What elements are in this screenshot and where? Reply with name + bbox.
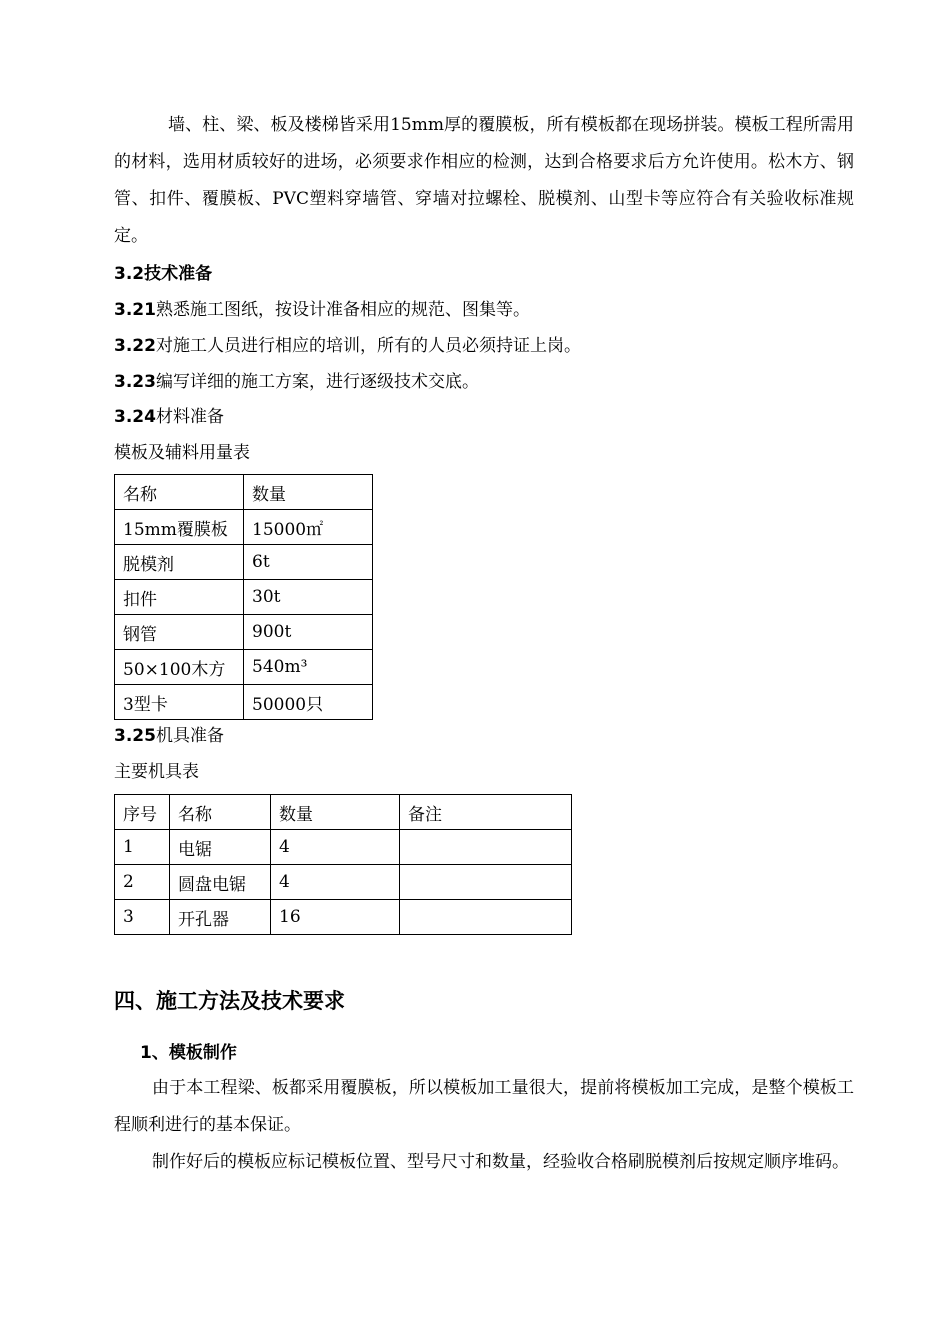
section-number: 3.23 bbox=[114, 372, 156, 392]
table-cell: 钢管 bbox=[115, 615, 244, 650]
section-3-2-heading bbox=[114, 262, 212, 286]
table-cell: 3 bbox=[115, 900, 170, 935]
table-cell bbox=[400, 830, 572, 865]
table-cell: 脱模剂 bbox=[115, 545, 244, 580]
table-cell: 4 bbox=[271, 830, 400, 865]
table-cell: 4 bbox=[271, 865, 400, 900]
section-text: 编写详细的施工方案，进行逐级技术交底。 bbox=[155, 372, 479, 392]
table-cell: 3型卡 bbox=[115, 685, 244, 720]
table-cell: 50000只 bbox=[244, 685, 373, 720]
table-cell: 540m³ bbox=[244, 650, 373, 685]
section-3-21 bbox=[114, 298, 530, 322]
machines-table-caption: 主要机具表 bbox=[114, 762, 199, 782]
section-number: 3.24 bbox=[114, 407, 156, 427]
section-number: 3.22 bbox=[114, 336, 156, 356]
intro-paragraph: 墙、柱、梁、板及楼梯皆采用15mm厚的覆膜板，所有模板都在现场拼装。模板工程所需用的材料，选用材质较好的进场，必须要求作相应的检测，达到合格要求后方允许使用。松木方、钢管、扣件、覆膜板、PVC塑料穿墙管、穿墙对拉螺栓、脱模剂、山型卡等应符合有关验收标准规定。 bbox=[114, 115, 854, 246]
table-cell: 圆盘电锯 bbox=[170, 865, 271, 900]
section-3-22 bbox=[114, 334, 581, 358]
table-row bbox=[115, 510, 373, 545]
table-header-cell: 备注 bbox=[400, 795, 572, 830]
table-cell: 6t bbox=[244, 545, 373, 580]
table-header-row bbox=[115, 475, 373, 510]
table-cell: 900t bbox=[244, 615, 373, 650]
section-number: 3.25 bbox=[114, 726, 156, 746]
table-row bbox=[115, 685, 373, 720]
section-3-24 bbox=[114, 405, 224, 429]
table-row bbox=[115, 830, 572, 865]
table-row bbox=[115, 650, 373, 685]
table-header-cell: 数量 bbox=[271, 795, 400, 830]
table-cell: 15000㎡ bbox=[244, 510, 373, 545]
table-cell: 50×100木方 bbox=[115, 650, 244, 685]
chapter-4-title: 四、施工方法及技术要求 bbox=[114, 989, 345, 1013]
subsection-1-title: 1、模板制作 bbox=[140, 1043, 237, 1063]
machines-table bbox=[114, 794, 572, 935]
table-row bbox=[115, 900, 572, 935]
table-row bbox=[115, 865, 572, 900]
table-cell: 扣件 bbox=[115, 580, 244, 615]
table-header-row bbox=[115, 795, 572, 830]
section-title: 技术准备 bbox=[144, 264, 213, 284]
table-cell: 电锯 bbox=[170, 830, 271, 865]
materials-table-caption: 模板及辅料用量表 bbox=[114, 443, 250, 463]
subsection-1-paragraph-2: 制作好后的模板应标记模板位置、型号尺寸和数量，经验收合格刷脱模剂后按规定顺序堆码。 bbox=[152, 1152, 849, 1172]
table-cell: 15mm覆膜板 bbox=[115, 510, 244, 545]
table-cell: 1 bbox=[115, 830, 170, 865]
table-cell: 2 bbox=[115, 865, 170, 900]
section-text: 机具准备 bbox=[155, 726, 224, 746]
table-header-cell: 序号 bbox=[115, 795, 170, 830]
table-cell: 30t bbox=[244, 580, 373, 615]
section-number: 3.2 bbox=[114, 264, 145, 284]
section-3-23 bbox=[114, 370, 479, 394]
section-number: 3.21 bbox=[114, 300, 156, 320]
subsection-1-paragraph-1: 由于本工程梁、板都采用覆膜板，所以模板加工量很大，提前将模板加工完成，是整个模板工程顺利进行的基本保证。 bbox=[114, 1078, 854, 1135]
table-cell bbox=[400, 865, 572, 900]
table-row bbox=[115, 545, 373, 580]
table-header-cell: 名称 bbox=[115, 475, 244, 510]
section-3-25 bbox=[114, 724, 224, 748]
table-row bbox=[115, 615, 373, 650]
table-cell: 16 bbox=[271, 900, 400, 935]
table-header-cell: 数量 bbox=[244, 475, 373, 510]
section-text: 材料准备 bbox=[155, 407, 224, 427]
section-text: 熟悉施工图纸，按设计准备相应的规范、图集等。 bbox=[155, 300, 530, 320]
table-cell: 开孔器 bbox=[170, 900, 271, 935]
section-text: 对施工人员进行相应的培训，所有的人员必须持证上岗。 bbox=[155, 336, 581, 356]
table-cell bbox=[400, 900, 572, 935]
table-header-cell: 名称 bbox=[170, 795, 271, 830]
table-row bbox=[115, 580, 373, 615]
materials-table bbox=[114, 474, 373, 720]
